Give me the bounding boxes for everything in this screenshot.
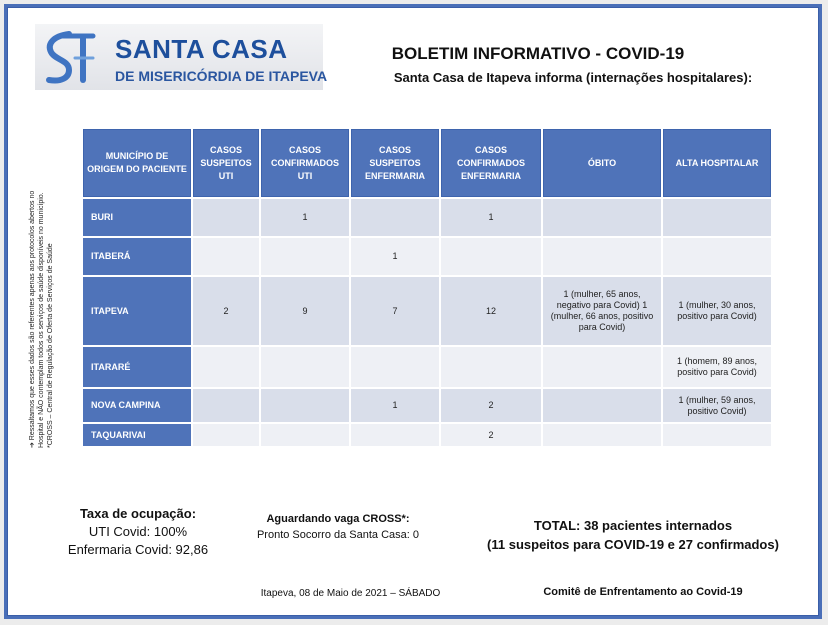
cell: 9 xyxy=(261,277,349,345)
cell-municipio: BURI xyxy=(83,199,191,236)
santa-casa-logo xyxy=(35,24,328,90)
column-header-municipio: MUNICÍPIO DE ORIGEM DO PACIENTE xyxy=(83,129,191,197)
column-header-suspeitos-uti: CASOS SUSPEITOS UTI xyxy=(193,129,259,197)
cell xyxy=(193,199,259,236)
cross-waiting-line: Pronto Socorro da Santa Casa: 0 xyxy=(256,529,420,541)
occupancy-heading: Taxa de ocupação: xyxy=(79,506,197,521)
occupancy-rate xyxy=(48,506,228,557)
side-note xyxy=(28,148,55,448)
cell xyxy=(543,389,661,422)
occupancy-ward: Enfermaria Covid: 92,86 xyxy=(67,542,209,557)
cell xyxy=(261,389,349,422)
cell xyxy=(351,424,439,446)
side-note-line: ➔ Ressaltamos que esses dados são referentes apenas aos protocolos abertos no xyxy=(29,190,36,448)
cell: 7 xyxy=(351,277,439,345)
cell-municipio: ITAPEVA xyxy=(83,277,191,345)
cell xyxy=(441,347,541,387)
column-header-confirmados-uti: CASOS CONFIRMADOS UTI xyxy=(261,129,349,197)
side-note-line: *CROSS – Central de Regulação de Oferta de Serviços de Saúde xyxy=(47,243,54,448)
cell xyxy=(663,199,771,236)
cell: 12 xyxy=(441,277,541,345)
cell-municipio: ITABERÁ xyxy=(83,238,191,275)
cell: 1 xyxy=(351,238,439,275)
page-title: BOLETIM INFORMATIVO - COVID-19 xyxy=(391,44,685,63)
cell xyxy=(193,238,259,275)
cell: 1 xyxy=(441,199,541,236)
cell: 2 xyxy=(441,389,541,422)
cell: 1 xyxy=(351,389,439,422)
cell xyxy=(543,238,661,275)
total-summary xyxy=(468,518,798,552)
cell xyxy=(663,424,771,446)
bulletin-frame xyxy=(4,4,822,619)
column-header-confirmados-enfermaria: CASOS CONFIRMADOS ENFERMARIA xyxy=(441,129,541,197)
cell: 1 xyxy=(261,199,349,236)
cell xyxy=(193,424,259,446)
cell: 2 xyxy=(193,277,259,345)
cell: 1 (homem, 89 anos, positivo para Covid) xyxy=(663,347,771,387)
column-header-alta: ALTA HOSPITALAR xyxy=(663,129,771,197)
cell: 1 (mulher, 30 anos, positivo para Covid) xyxy=(663,277,771,345)
hospitalization-table xyxy=(81,127,773,448)
cell: 1 (mulher, 65 anos, negativo para Covid) 1 (mulher, 66 anos, positivo para Covid) xyxy=(543,277,661,345)
side-note-line: Hospital e NÃO contemplam todos os serviços de saúde disponíveis no município. xyxy=(38,192,45,448)
cell-municipio: NOVA CAMPINA xyxy=(83,389,191,422)
bulletin-page xyxy=(7,7,819,616)
cell xyxy=(193,389,259,422)
table-row xyxy=(83,277,771,345)
logo-subtitle: DE MISERICÓRDIA DE ITAPEVA xyxy=(115,68,328,84)
santa-casa-logo-icon xyxy=(39,30,103,86)
table-row xyxy=(83,347,771,387)
cell xyxy=(543,347,661,387)
cell xyxy=(543,424,661,446)
total-breakdown: (11 suspeitos para COVID-19 e 27 confirmados) xyxy=(487,537,779,552)
table-row xyxy=(83,199,771,236)
cell-municipio: TAQUARIVAI xyxy=(83,424,191,446)
cell xyxy=(261,238,349,275)
cell xyxy=(193,347,259,387)
cell xyxy=(261,424,349,446)
bulletin-date: Itapeva, 08 de Maio de 2021 – SÁBADO xyxy=(260,588,441,599)
cell xyxy=(351,347,439,387)
table-row xyxy=(83,238,771,275)
logo-title: SANTA CASA xyxy=(115,34,288,64)
cell xyxy=(543,199,661,236)
cell xyxy=(441,238,541,275)
cell xyxy=(261,347,349,387)
cell: 1 (mulher, 59 anos, positivo Covid) xyxy=(663,389,771,422)
cross-waiting xyxy=(243,513,433,541)
table-row xyxy=(83,389,771,422)
column-header-suspeitos-enfermaria: CASOS SUSPEITOS ENFERMARIA xyxy=(351,129,439,197)
column-header-obito: ÓBITO xyxy=(543,129,661,197)
cell xyxy=(663,238,771,275)
cross-waiting-heading: Aguardando vaga CROSS*: xyxy=(266,513,410,525)
occupancy-uti: UTI Covid: 100% xyxy=(88,524,188,539)
committee-signature: Comitê de Enfrentamento ao Covid-19 xyxy=(543,586,743,598)
table-row xyxy=(83,424,771,446)
cell: 2 xyxy=(441,424,541,446)
page-subtitle: Santa Casa de Itapeva informa (internações hospitalares): xyxy=(393,70,753,85)
table-header-row xyxy=(83,129,771,197)
total-line: TOTAL: 38 pacientes internados xyxy=(533,518,733,533)
cell xyxy=(351,199,439,236)
cell-municipio: ITARARÉ xyxy=(83,347,191,387)
